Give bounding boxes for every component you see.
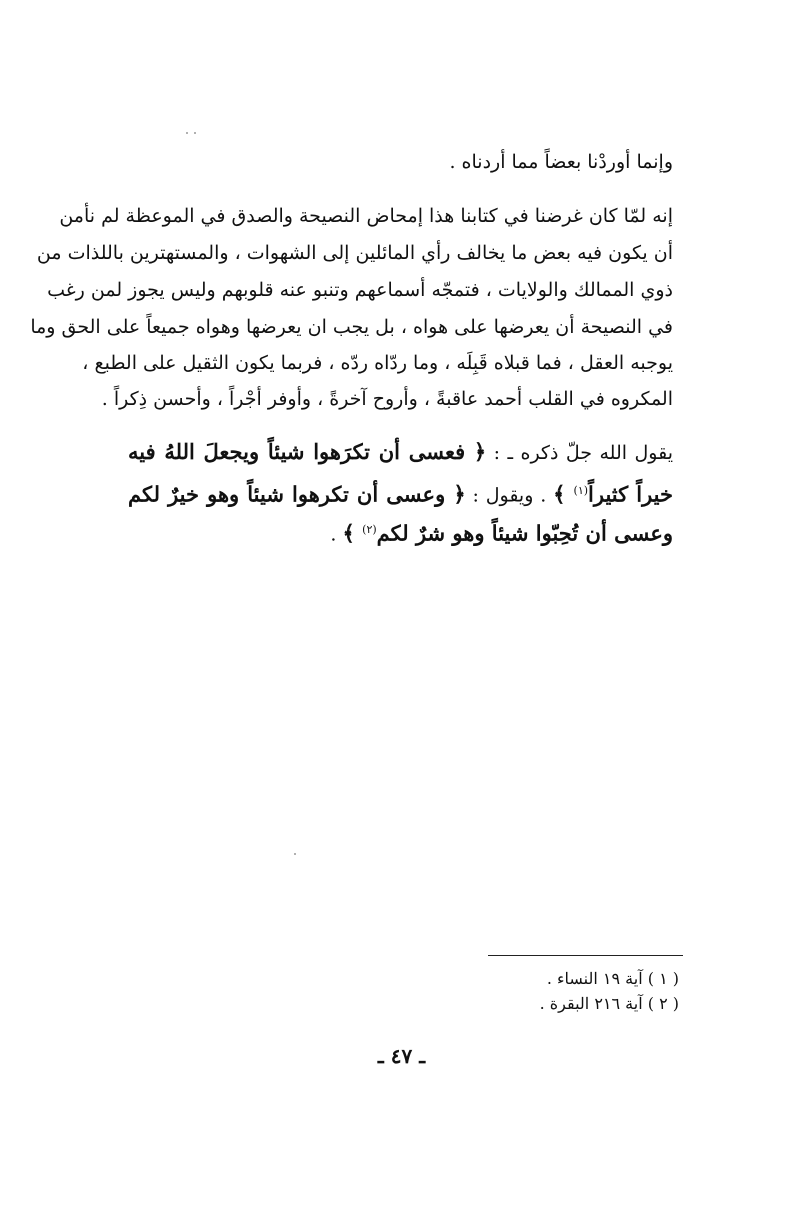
paragraph-line: أن يكون فيه بعض ما يخالف رأي المائلين إلى الشهوات ، والمستهترين باللذات من	[36, 242, 673, 264]
paragraph-line: المكروه في القلب أحمد عاقبةً ، وأروح آخرةً ، وأوفر أجْراً ، وأحسن ذِكراً .	[101, 388, 673, 410]
paragraph-line: ذوي الممالك والولايات ، فتمجّه أسماعهم وتنبو عنه قلوبهم وليس يجوز لمن رغب	[47, 279, 673, 301]
quote-end: .	[330, 523, 343, 546]
quote-line-3	[128, 517, 673, 547]
scan-speck	[186, 132, 188, 134]
intro-line: وإنما أوردْنا بعضاً مما أردناه .	[449, 151, 673, 173]
verse-text: وعسى أن تُحِبّوا شيئاً وهو شرٌ لكم	[376, 520, 673, 546]
quote-intro: يقول الله جلّ ذكره ـ :	[486, 442, 673, 464]
paragraph-line: يوجبه العقل ، فما قبلاه قَبِلَه ، وما ردّاه ردّه ، فربما يكون الثقيل على الطبع ،	[82, 352, 673, 374]
scan-speck	[294, 853, 296, 855]
verse-bracket: ﴾	[553, 481, 574, 507]
footnote-2: ( ٢ ) آية ٢١٦ البقرة .	[539, 994, 679, 1013]
footnote-ref: (٢)	[362, 523, 377, 536]
page-number: ـ ٤٧ ـ	[377, 1044, 426, 1068]
verse-text: ﴿ فعسى أن تكرَهوا شيئاً ويجعلَ اللهُ فيه	[128, 439, 487, 464]
footnote-divider	[488, 955, 683, 956]
scan-speck	[194, 132, 196, 134]
paragraph-line: في النصيحة أن يعرضها على هواه ، بل يجب ان يعرضها وهواه جميعاً على الحق وما	[30, 316, 673, 338]
quote-line-1	[128, 439, 673, 466]
quote-line-2	[128, 478, 673, 508]
footnote-ref: (١)	[573, 484, 589, 497]
verse-text: ﴿ وعسى أن تكرهوا شيئاً وهو خيرٌ لكم	[128, 481, 466, 507]
verse-text: خيراً كثيراً	[588, 481, 673, 507]
paragraph-line: إنه لمّا كان غرضنا في كتابنا هذا إمحاض النصيحة والصدق في الموعظة لم نأمن	[59, 205, 673, 227]
quote-connector: . ويقول :	[465, 484, 554, 507]
footnote-1: ( ١ ) آية ١٩ النساء .	[546, 969, 679, 988]
verse-bracket: ﴾	[342, 520, 363, 546]
